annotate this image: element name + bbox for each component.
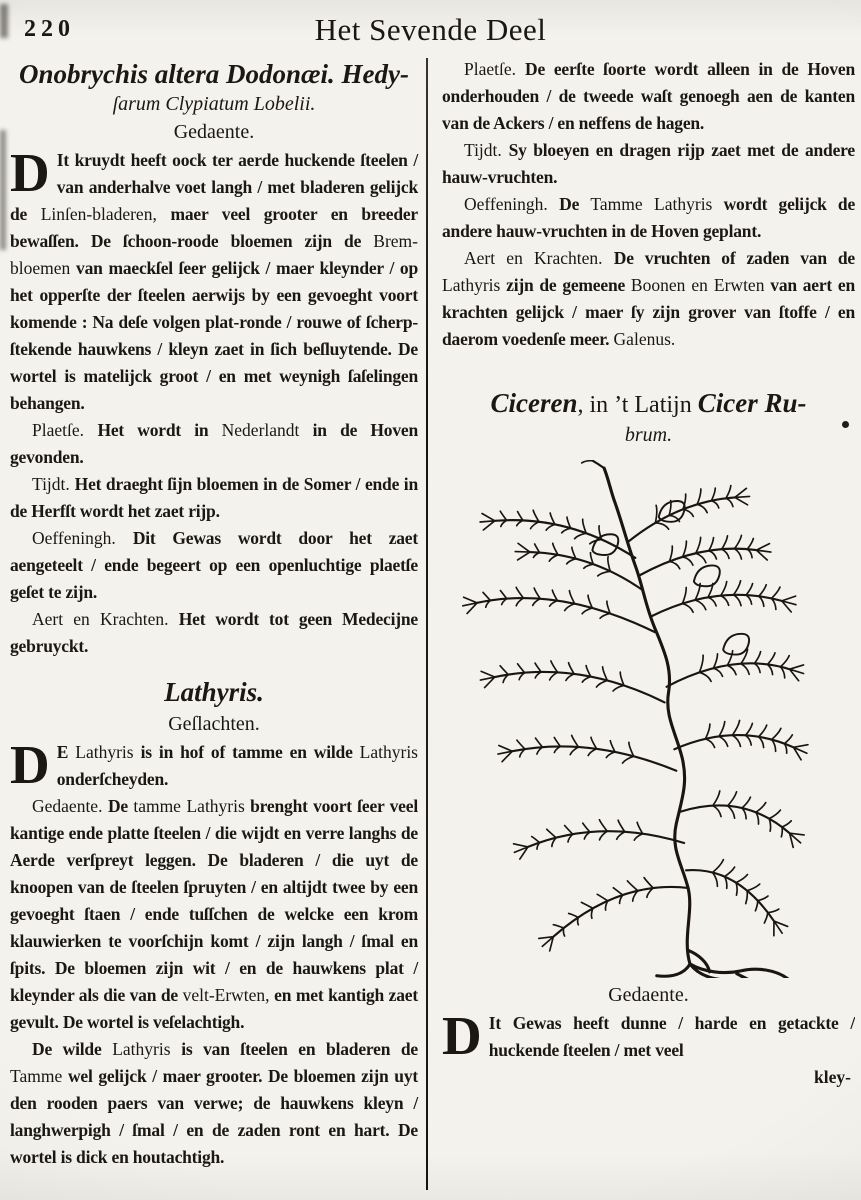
text-run: Onobrychis altera Dodonæi. Hedy- (19, 59, 409, 89)
text-run: De (107, 796, 134, 816)
text-run: Nederlandt (221, 420, 300, 440)
text-run: De eerſte ſoorte wordt alleen in de Hoven onderhouden / de tweede waſt genoegh aen de kanten van de Ackers / en neffens de hagen. (442, 59, 855, 133)
text-run: brenght voort ſeer veel kantige ende platte ſteelen / die wijdt en verre langhs de Aerde verſpreyt leggen. De bladeren / die uyt de knoopen van de ſteelen ſpruyten / en altijdt twee by een gevoeght ſtaen / ende tuſſchen de welcke een krom klauwierken te voorſchijn komt / zijn langh / ſmal en ſpits. De bloemen zijn wit / en de hauwkens plat / kleynder als die van de (10, 796, 418, 1005)
paragraph-gedaente-lathyris (10, 793, 418, 1036)
text-run: Het draeght ſijn bloemen in de Somer / ende in de Herfſt wordt het zaet rijp. (10, 474, 419, 521)
text-run: Lathyris (442, 275, 501, 295)
left-column (10, 56, 426, 1196)
text-run: Aert en Krachten. (464, 248, 614, 268)
page-header (0, 0, 861, 52)
paragraph-gedaente-body (10, 142, 418, 417)
heading-line (442, 387, 855, 422)
running-title: Het Sevende Deel (314, 12, 547, 47)
text-run: , in ’t Latijn (577, 392, 698, 418)
text-run: Plaetſe. (464, 59, 526, 79)
right-column-text-bottom (442, 982, 855, 1091)
text-run: van aert en krachten gelijck / maer ſy zijn grover van ſtoffe / en daerom voedenſe meer. (442, 275, 855, 349)
text-run: is in hof of tamme en wilde (133, 742, 360, 762)
text-run: De wilde (32, 1039, 113, 1059)
text-run: wordt gelijck de andere hauw-vruchten in de Hoven geplant. (442, 194, 855, 241)
drop-cap: D (10, 142, 50, 203)
text-run: Tijdt. (32, 474, 75, 494)
paragraph-plaetse (10, 417, 418, 471)
text-run: Dit Gewas wordt door het zaet aengeteelt / ende begeert op een openluchtige plaetſe geſet te zijn. (10, 528, 419, 602)
two-column-body (0, 52, 861, 1196)
text-run: Tamme Lathyris (590, 194, 713, 214)
paragraph-oeffeningh-2 (442, 191, 855, 245)
text-run: It kruydt heeft oock ter aerde huckende ſteelen / van anderhalve voet langh / met bladeren gelijck de (10, 150, 418, 224)
drop-cap: D (442, 1005, 482, 1066)
text-run: velt-Erwten, (182, 985, 270, 1005)
text-run: Lathyris. (164, 677, 264, 707)
text-run: Boonen en Erwten (630, 275, 765, 295)
text-run: De vruchten of zaden van de (613, 248, 855, 268)
text-run: onderſcheyden. (56, 769, 169, 789)
text-run: brum. (624, 424, 673, 446)
text-run: Tijdt. (464, 140, 509, 160)
text-run: tamme Lathyris (133, 796, 245, 816)
paragraph-aert-en-krachten-2 (442, 245, 855, 353)
text-run: Oeffeningh. (464, 194, 560, 214)
text-run: Ciceren (490, 388, 578, 418)
paragraph-oeffeningh (10, 525, 418, 606)
text-run: Tamme (10, 1066, 63, 1086)
text-run: Linſen-bladeren, (40, 204, 157, 224)
text-run: is van ſteelen en bladeren de (170, 1039, 418, 1059)
text-run: Plaetſe. (32, 420, 98, 440)
drop-cap: D (10, 734, 50, 795)
heading-lathyris (10, 676, 418, 709)
heading-ciceren (442, 387, 855, 448)
text-run: E (56, 742, 76, 762)
plant-illustration (444, 460, 854, 978)
figure-caption: Gedaente. (608, 984, 689, 1006)
right-column (428, 56, 855, 1196)
text-run: Gedaente. (32, 796, 108, 816)
text-run: in de Hoven gevonden. (10, 420, 419, 467)
right-column-text-top (442, 56, 855, 448)
text-run: Cicer Ru- (697, 388, 807, 418)
heading-line (10, 676, 418, 709)
paragraph-tijdt (10, 471, 418, 525)
text-run: De (559, 194, 591, 214)
paragraph-geslachten-body (10, 734, 418, 795)
paragraph-gedaente-ciceren (442, 1005, 855, 1066)
heading-line (10, 91, 418, 117)
paragraph-wilde-lathyris (10, 1036, 418, 1171)
text-run: Aert en Krachten. (32, 609, 179, 629)
text-run: Lathyris (112, 1039, 171, 1059)
heading-line (442, 422, 855, 448)
text-run: Sy bloeyen en dragen rijp zaet met de andere hauw-vruchten. (442, 140, 855, 187)
text-run: maer veel grooter en breeder bewaſſen. De ſchoon-roode bloemen zijn de (10, 204, 418, 251)
catchword: kley- (814, 1067, 851, 1087)
text-run: en met kantigh zaet gevult. De wortel is veſelachtigh. (10, 985, 418, 1032)
text-run: Het wordt tot geen Medecijne gebruyckt. (10, 609, 418, 656)
text-run: Lathyris (359, 742, 418, 762)
text-run: Galenus. (613, 329, 676, 349)
text-run: van maeckſel ſeer gelijck / maer kleynder / op het opperſte der ſteelen aerwijs by een gevoeght voort komende : Na deſe volgen plat-ronde / rouwe of ſcherp-ſtekende hauwkens / kleyn zaet in ſich beſluytende. De wortel is matelijck groot / en met weynigh ſaſelingen behangen. (10, 258, 418, 413)
paragraph-plaetse-2 (442, 56, 855, 137)
plant-figure (444, 460, 854, 978)
text-run: Het wordt in (97, 420, 222, 440)
heading-line (10, 58, 418, 91)
text-run: Brem-bloemen (10, 231, 418, 278)
heading-onobrychis (10, 58, 418, 117)
paragraph-tijdt-2 (442, 137, 855, 191)
subheading-geslachten: Geſlachten. (168, 713, 260, 735)
text-run: It Gewas heeft dunne / harde en getackte / huckende ſteelen / met veel (488, 1013, 855, 1060)
text-run: Lathyris (75, 742, 134, 762)
text-run: zijn de gemeene (500, 275, 631, 295)
text-run: wel gelijck / maer grooter. De bloemen zijn uyt den rooden paers van verwe; de hauwkens kleyn / langhwerpigh / ſmal / en de zaden ront en hart. De wortel is dick en houtachtigh. (10, 1066, 418, 1167)
paragraph-aert-en-krachten (10, 606, 418, 660)
subheading-gedaente: Gedaente. (173, 121, 255, 143)
page-number: 220 (24, 16, 75, 42)
text-run: Oeffeningh. (32, 528, 133, 548)
text-run: ſarum Clypiatum Lobelii. (112, 93, 316, 115)
